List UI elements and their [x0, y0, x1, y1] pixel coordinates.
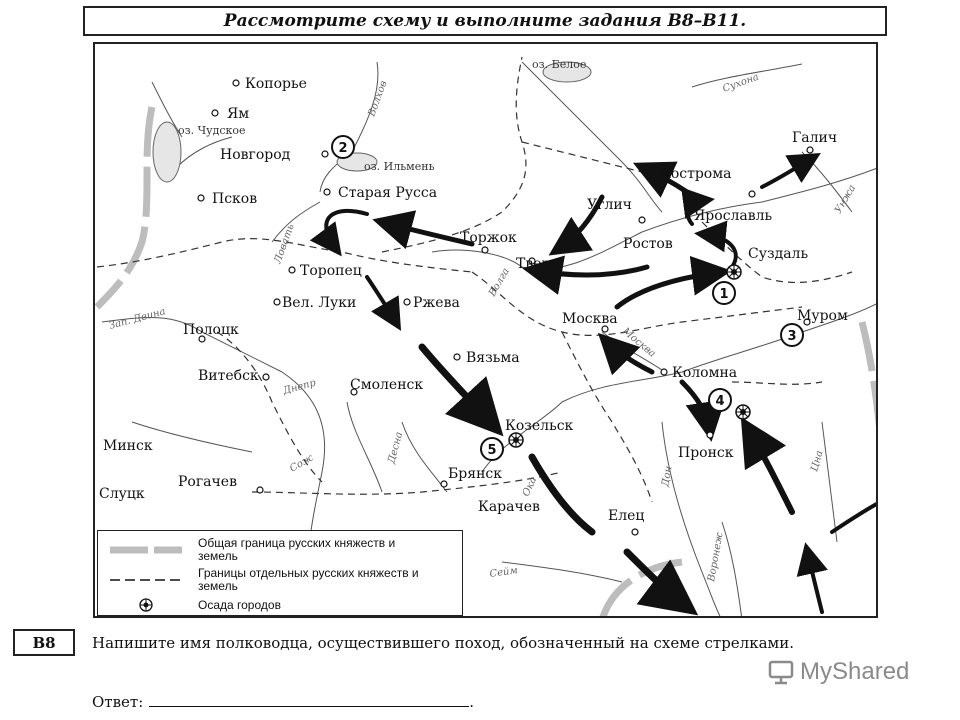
city-label: Вязьма [466, 350, 520, 366]
river-label: Днепр [281, 377, 318, 397]
city-label: Коломна [672, 365, 738, 381]
city-label: Вел. Луки [282, 295, 357, 311]
answer-input-line[interactable] [149, 692, 469, 707]
map-legend [97, 530, 463, 616]
river-label: Десна [386, 430, 406, 465]
river-label: Москва [620, 325, 658, 360]
lake-label: оз. Ильмень [364, 160, 435, 173]
river-label: Сухона [721, 71, 761, 95]
river-label: Ловать [272, 222, 297, 266]
answer-tail: . [469, 693, 475, 711]
city-label: Псков [212, 191, 258, 207]
siege-icon-suzdal [727, 265, 741, 279]
task-text: Напишите имя полководца, осуществившего поход, обозначенный на схеме стрелками. [92, 634, 794, 652]
city-label: Москва [562, 311, 618, 327]
city-label: Полоцк [183, 322, 239, 338]
city-label: Рогачев [178, 474, 237, 490]
city-label: Ростов [623, 236, 673, 252]
city-label: Тверь [516, 256, 559, 272]
city-label: Старая Русса [338, 185, 438, 201]
city-label: Козельск [505, 418, 574, 434]
river-label: Волхов [366, 79, 390, 119]
river-label: Воронеж [706, 531, 726, 583]
legend-item [98, 537, 462, 563]
river-label: Волга [487, 266, 512, 299]
city-label: Кострома [660, 166, 732, 182]
river-label: Ока [520, 475, 540, 499]
watermark [768, 658, 909, 686]
river-label: Унжа [833, 183, 859, 216]
page-title: Рассмотрите схему и выполните задания В8–В11. [223, 11, 747, 31]
marker-3: 3 [787, 329, 797, 344]
city-label: Минск [103, 438, 153, 454]
city-label: Галич [792, 130, 838, 146]
marker-1: 1 [719, 287, 729, 302]
siege-icon-pronsk [736, 405, 750, 419]
city-label: Копорье [245, 76, 307, 92]
header-box [83, 6, 887, 36]
legend-label: Общая граница русских княжеств и земель [198, 536, 396, 563]
answer-label: Ответ: [92, 693, 144, 711]
city-label: Слуцк [99, 486, 145, 502]
legend-label: Осада городов [198, 597, 281, 612]
watermark-text: MyShared [800, 658, 910, 685]
siege-icon [98, 595, 198, 615]
marker-4: 4 [715, 394, 725, 409]
legend-label: Границы отдельных русских княжеств и земель [198, 566, 419, 593]
city-label: Торопец [300, 263, 362, 279]
city-label: Углич [587, 197, 632, 213]
city-label: Елец [608, 508, 645, 524]
lake-label: оз. Белое [532, 58, 587, 71]
city-labels [99, 76, 848, 524]
city-label: Ярославль [694, 208, 773, 224]
lake-label: оз. Чудское [178, 124, 246, 137]
river-label: Зап. Двина [107, 306, 167, 332]
city-label: Брянск [448, 466, 503, 482]
city-label: Торжок [460, 230, 517, 246]
legend-item [98, 567, 462, 593]
river-label: Сейм [488, 565, 519, 580]
city-label: Суздаль [748, 246, 809, 262]
city-label: Пронск [678, 445, 734, 461]
presentation-icon [768, 659, 794, 685]
answer-row [92, 692, 474, 711]
city-label: Карачев [478, 499, 540, 515]
task-code: В8 [13, 629, 75, 656]
city-label: Витебск [198, 368, 259, 384]
city-label: Муром [797, 308, 848, 324]
city-label: Смоленск [350, 377, 424, 393]
marker-2: 2 [338, 141, 348, 156]
river-label: Дон [660, 465, 675, 488]
river-label: Цна [809, 449, 826, 473]
city-label: Ржева [413, 295, 460, 311]
city-label: Новгород [220, 147, 291, 163]
river-label: Сож [288, 452, 316, 475]
legend-item [98, 595, 462, 615]
siege-icon-kozelsk [509, 433, 523, 447]
marker-5: 5 [487, 443, 497, 458]
city-label: Ям [227, 106, 250, 122]
